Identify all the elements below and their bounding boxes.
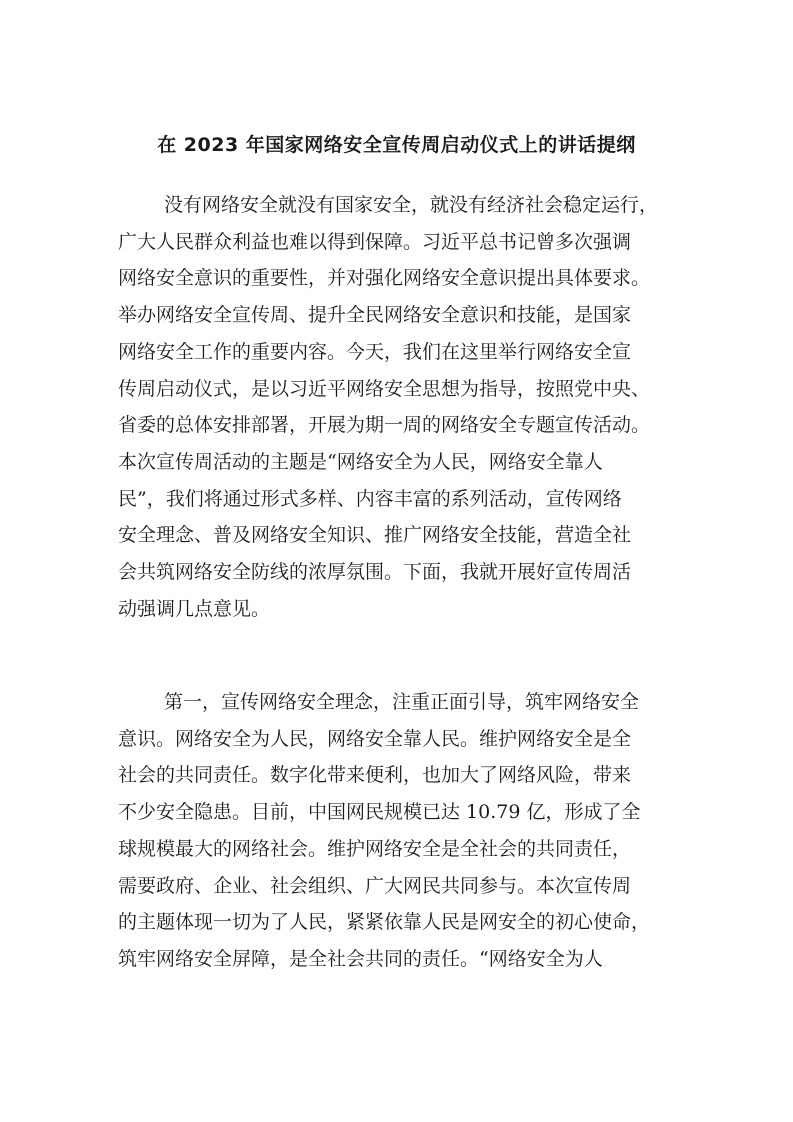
text-line: 需要政府、企业、社会组织、广大网民共同参与。本次宣传周 (118, 874, 632, 897)
text-line: 社会的共同责任。数字化带来便利，也加大了网络风险，带来 (118, 764, 632, 787)
text-line: 意识。网络安全为人民，网络安全靠人民。维护网络安全是全 (118, 727, 632, 750)
text-line: 民”，我们将通过形式多样、内容丰富的系列活动，宣传网络 (118, 487, 622, 510)
text-line: 网络安全工作的重要内容。今天，我们在这里举行网络安全宣 (118, 340, 632, 363)
text-line: 广大人民群众利益也难以得到保障。习近平总书记曾多次强调 (118, 230, 632, 253)
text-line: 举办网络安全宣传周、提升全民网络安全意识和技能，是国家 (118, 304, 632, 327)
text-line: 会共筑网络安全防线的浓厚氛围。下面，我就开展好宣传周活 (118, 561, 632, 584)
text-line: 安全理念、普及网络安全知识、推广网络安全技能，营造全社 (118, 524, 632, 547)
text-line: 不少安全隐患。目前，中国网民规模已达 10.79 亿，形成了全 (118, 801, 641, 824)
text-line: 传周启动仪式，是以习近平网络安全思想为指导，按照党中央、 (118, 377, 651, 400)
text-line: 网络安全意识的重要性，并对强化网络安全意识提出具体要求。 (118, 267, 651, 290)
text-line: 筑牢网络安全屏障，是全社会共同的责任。“网络安全为人 (118, 947, 603, 970)
document-title: 在 2023 年国家网络安全宣传周启动仪式上的讲话提纲 (157, 134, 636, 156)
paragraph-1 (118, 187, 678, 627)
text-line: 没有网络安全就没有国家安全，就没有经济社会稳定运行， (164, 194, 659, 216)
paragraph-2 (118, 684, 678, 978)
text-line: 省委的总体安排部署，开展为期一周的网络安全专题宣传活动。 (118, 414, 651, 437)
text-line: 的主题体现一切为了人民，紧紧依靠人民是网安全的初心使命， (118, 911, 651, 934)
text-line: 第一，宣传网络安全理念，注重正面引导，筑牢网络安全 (164, 691, 640, 713)
text-line: 球规模最大的网络社会。维护网络安全是全社会的共同责任， (118, 837, 632, 860)
text-line: 动强调几点意见。 (118, 597, 271, 620)
text-line: 本次宣传周活动的主题是“网络安全为人民，网络安全靠人 (118, 450, 603, 473)
